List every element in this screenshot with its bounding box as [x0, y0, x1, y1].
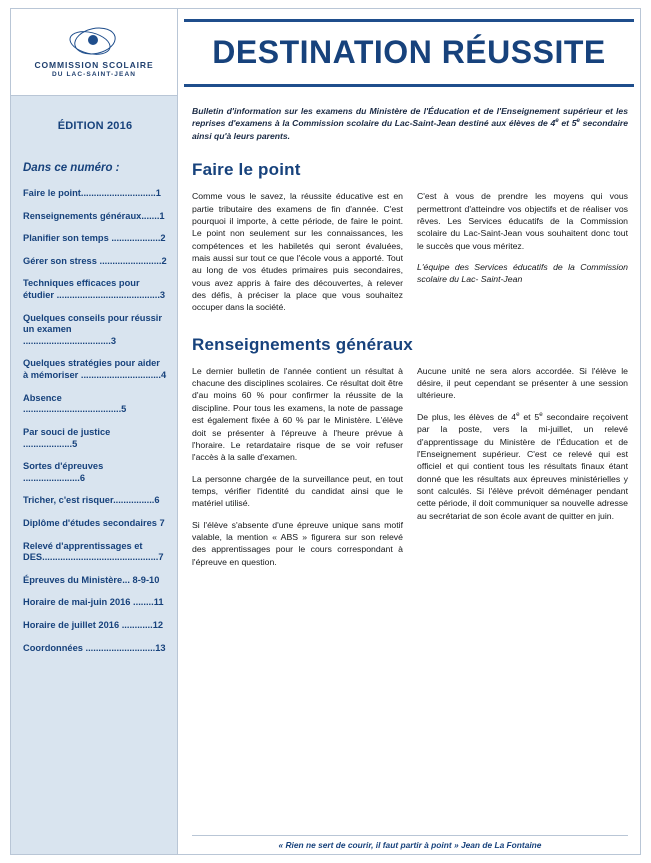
page-body [11, 95, 640, 854]
intro-paragraph: Bulletin d'information sur les examens du Ministère de l'Éducation et de l'Enseignement supérieur et les reprises d'examens à la Commission scolaire du Lac-Saint-Jean destiné aux élèves de 4e et 5e secondaire ainsi qu'à leurs parents. [192, 106, 629, 141]
column-right [417, 365, 628, 577]
toc-item-par-souci-de-justice[interactable]: Par souci de justice ...................5 [23, 426, 111, 449]
toc-item-tricher-c-est-risquer[interactable]: Tricher, c'est risquer................6 [23, 495, 160, 506]
toc-item-renseignements-generaux[interactable]: Renseignements généraux.......1 [23, 210, 165, 221]
paragraph-renseignements-1: Le dernier bulletin de l'année contient un résultat à chacune des disciplines scolaires. Ce résultat doit être d'au moins 60 % pour confirmer la réussite de la discipline. Pour tous les examens, la note de passage est également fixée à 60 % par le Ministère. L'élève doit se présenter à l'épreuve à l'heure prévue à l'horaire. Le retardataire risque de se voir refuser l'accès à la salle d'examen. [192, 365, 403, 463]
signature-equipe: L'équipe des Services éducatifs de la Commission scolaire du Lac- Saint-Jean [417, 262, 628, 285]
sidebar [11, 95, 178, 854]
toc-item-gerer-son-stress[interactable]: Gérer son stress ........................2 [23, 255, 167, 266]
toc-item-releve-apprentissages-des[interactable]: Relevé d'apprentissages et DES.............................................7 [23, 540, 164, 563]
organization-logo [11, 9, 178, 95]
toc-item-planifier-son-temps[interactable]: Planifier son temps ...................2 [23, 233, 166, 244]
header [11, 9, 640, 95]
section-renseignements-columns [192, 365, 628, 577]
masthead [178, 9, 640, 95]
toc-title: Dans ce numéro : [23, 162, 120, 174]
toc-item-conseils-reussir-examen[interactable]: Quelques conseils pour réussir un examen ..................................3 [23, 312, 162, 346]
section-title-renseignements-generaux: Renseignements généraux [192, 334, 413, 354]
section-faire-le-point-columns [192, 190, 628, 322]
toc-item-horaire-mai-juin[interactable]: Horaire de mai-juin 2016 ........11 [23, 597, 164, 608]
eye-oval-logo-icon [66, 26, 122, 56]
page-title: DESTINATION RÉUSSITE [212, 33, 606, 70]
toc-item-horaire-juillet[interactable]: Horaire de juillet 2016 ............12 [23, 620, 164, 631]
toc-item-coordonnees[interactable]: Coordonnées ...........................13 [23, 642, 166, 653]
paragraph-renseignements-2: La personne chargée de la surveillance peut, en tout temps, vérifier l'identité du candidat ainsi que le matériel utilisé. [192, 473, 403, 509]
toc-item-techniques-efficaces[interactable]: Techniques efficaces pour étudier ........................................3 [23, 278, 166, 301]
toc-item-strategies-memoriser[interactable]: Quelques stratégies pour aider à mémoriser ...............................4 [23, 358, 167, 381]
footer-quote: « Rien ne sert de courir, il faut partir à point » Jean de La Fontaine [192, 835, 628, 850]
paragraph-renseignements-5: De plus, les élèves de 4e et 5e secondaire reçoivent par la poste, vers la mi-juillet, un relevé d'apprentissage du Ministère de l'Éducation et de l'Enseignement supérieur. C'est ce relevé qui est officiel et qui contient tous les résultats finaux étant donné que les résultats aux épreuves ministérielles y sont calculés. Si l'élève prévoit déménager pendant cette période, il doit communiquer sa nouvelle adresse au secrétariat de son école avant de quitter en juin. [417, 410, 628, 521]
section-title-faire-le-point: Faire le point [192, 160, 301, 180]
edition-label: ÉDITION 2016 [57, 120, 133, 132]
toc-item-diplome-etudes-secondaires[interactable]: Diplôme d'études secondaires 7 [23, 517, 165, 528]
page-frame [10, 8, 641, 855]
logo-subtitle: DU LAC-SAINT-JEAN [51, 71, 137, 78]
main-content [178, 95, 640, 854]
toc-item-faire-le-point[interactable]: Faire le point.............................1 [23, 188, 161, 198]
column-left [192, 190, 403, 322]
toc-item-epreuves-du-ministere[interactable]: Épreuves du Ministère... 8-9-10 [23, 574, 160, 585]
paragraph-faire-le-point-1: Comme vous le savez, la réussite éducative est en partie tributaire des examens de fin d'année. C'est pourquoi il importe, à cette période, de faire le point. Le point non seulement sur les connaissances, les compétences et les habiletés qui seront évaluées, mais aussi sur tout ce que l'école vous a apporté. Tout au long de vos études primaires puis secondaires, vous avez appris à faire des découvertes, à relever des défis, à préciser la place que vous souhaitez occuper dans la société. [192, 191, 403, 313]
column-left [192, 365, 403, 577]
column-right [417, 190, 628, 322]
paragraph-renseignements-3: Si l'élève s'absente d'une épreuve unique sans motif valable, la mention « ABS » figurera sur son relevé des apprentissages pour le cours correspondant à l'épreuve en question. [192, 519, 403, 567]
logo-name: COMMISSION SCOLAIRE [34, 60, 154, 70]
paragraph-renseignements-4: Aucune unité ne sera alors accordée. Si l'élève le désire, il peut cependant se présenter à une session ultérieure. [417, 365, 628, 401]
paragraph-faire-le-point-2: C'est à vous de prendre les moyens qui vous permettront d'atteindre vos objectifs et de réaliser vos rêves. Les Services éducatifs de la Commission scolaire du Lac-Saint-Jean vous souhaitent donc tout le succès que vous méritez. [417, 191, 628, 251]
toc-item-absence[interactable]: Absence ......................................5 [23, 392, 127, 415]
toc-item-sortes-d-epreuves[interactable]: Sortes d'épreuves ......................6 [23, 461, 104, 483]
